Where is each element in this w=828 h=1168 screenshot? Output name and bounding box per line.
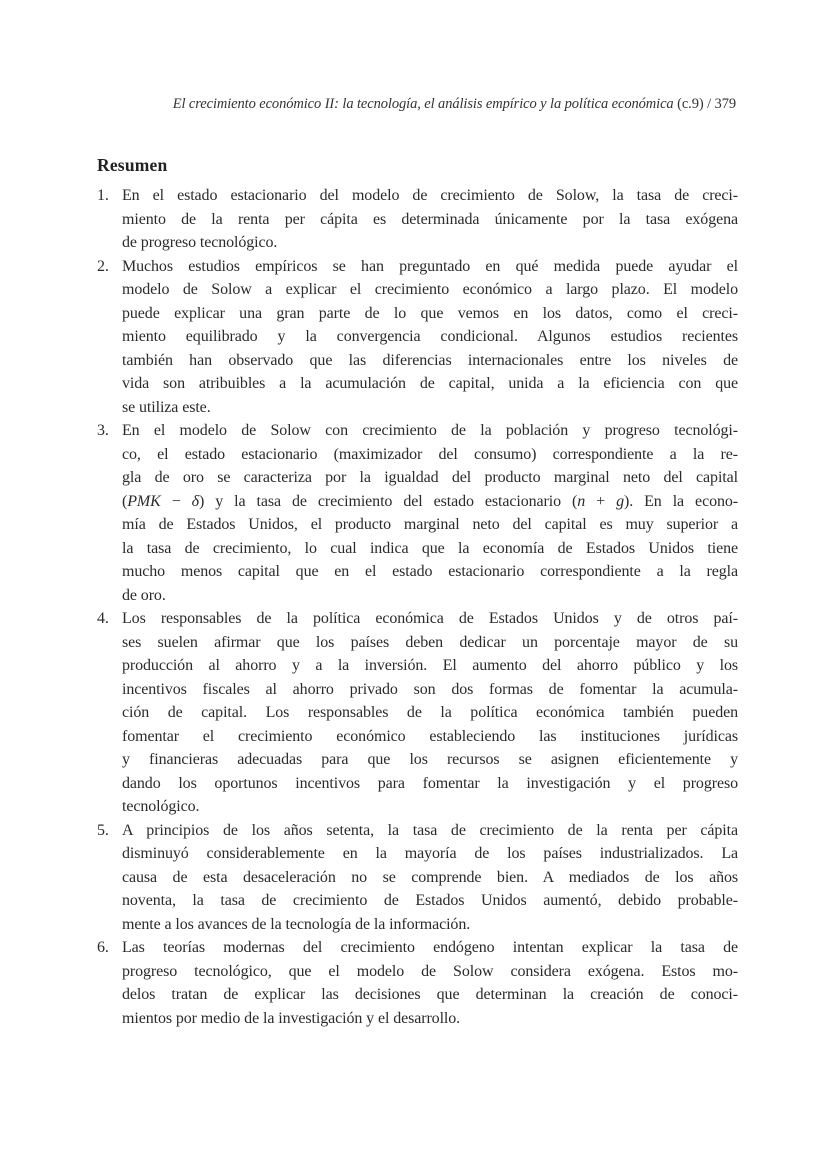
item-number: 6.	[97, 939, 109, 956]
summary-item	[97, 184, 738, 255]
section-heading: Resumen	[97, 154, 168, 175]
text-line: causa de esta desaceleración no se comprende bien. A mediados de los años	[122, 868, 738, 886]
text-line: la tasa de crecimiento, lo cual indica que la economía de Estados Unidos tiene	[122, 539, 738, 557]
item-body	[122, 184, 738, 255]
text-line: producción al ahorro y a la inversión. El aumento del ahorro público y los	[122, 657, 738, 674]
text-line: mientos por medio de la investigación y el desarrollo.	[122, 1009, 461, 1027]
text-line: ses suelen afirmar que los países deben dedicar un porcentaje mayor de su	[122, 633, 738, 651]
running-head-title: El crecimiento económico II: la tecnología, el análisis empírico y la política económica	[172, 96, 674, 112]
item-body	[122, 819, 738, 937]
text-line: gla de oro se caracteriza por la igualdad del producto marginal neto del capital	[122, 469, 738, 486]
text-line: de oro.	[122, 586, 166, 604]
item-number: 1.	[97, 187, 109, 204]
text-line: dando los oportunos incentivos para fomentar la investigación y el progreso	[122, 774, 738, 792]
text-line: de progreso tecnológico.	[122, 234, 278, 251]
text-line: vida son atribuibles a la acumulación de capital, unida a la eficiencia con que	[122, 375, 738, 392]
text-line: ción de capital. Los responsables de la política económica también pueden	[122, 704, 738, 721]
text-line: mente a los avances de la tecnología de la información.	[122, 915, 471, 933]
summary-list	[97, 184, 738, 1030]
item-number: 2.	[97, 257, 109, 275]
text-line: mucho menos capital que en el estado estacionario correspondiente a la regla	[122, 563, 738, 580]
chapter-page-ref: (c.9) / 379	[673, 96, 736, 112]
summary-item	[97, 255, 738, 420]
text-line: En el modelo de Solow con crecimiento de la población y progreso tecnológi-	[122, 422, 738, 439]
text-line: se utiliza este.	[122, 398, 211, 416]
text-line: Los responsables de la política económica de Estados Unidos y de otros paí-	[122, 610, 738, 627]
text-line: progreso tecnológico, que el modelo de Solow considera exógena. Estos mo-	[122, 962, 738, 980]
summary-item	[97, 419, 738, 607]
item-body	[122, 936, 738, 1030]
item-body	[122, 607, 738, 819]
item-body	[122, 255, 738, 420]
item-body	[122, 419, 738, 607]
text-line: incentivos fiscales al ahorro privado son dos formas de fomentar la acumula-	[122, 680, 738, 698]
summary-item	[97, 936, 738, 1030]
text-line: y financieras adecuadas para que los recursos se asignen eficientemente y	[122, 751, 738, 768]
item-number: 5.	[97, 821, 109, 839]
summary-item	[97, 819, 738, 937]
item-number: 4.	[97, 610, 109, 627]
text-line: Muchos estudios empíricos se han preguntado en qué medida puede ayudar el	[122, 257, 738, 275]
text-line: también han observado que las diferencias internacionales entre los niveles de	[122, 351, 738, 369]
text-line: Las teorías modernas del crecimiento endógeno intentan explicar la tasa de	[122, 939, 738, 956]
text-line: co, el estado estacionario (maximizador del consumo) correspondiente a la re-	[122, 445, 738, 463]
text-line: puede explicar una gran parte de lo que vemos en los datos, como el creci-	[122, 304, 738, 322]
summary-item	[97, 607, 738, 819]
text-line: A principios de los años setenta, la tasa de crecimiento de la renta per cápita	[122, 821, 738, 839]
text-line: noventa, la tasa de crecimiento de Estados Unidos aumentó, debido probable-	[122, 892, 738, 909]
text-line: miento equilibrado y la convergencia condicional. Algunos estudios recientes	[122, 328, 738, 345]
text-line: delos tratan de explicar las decisiones que determinan la creación de conoci-	[122, 986, 738, 1003]
text-line: mía de Estados Unidos, el producto marginal neto del capital es muy superior a	[122, 516, 738, 533]
text-line: fomentar el crecimiento económico estableciendo las instituciones jurídicas	[122, 727, 738, 745]
item-number: 3.	[97, 422, 109, 439]
text-line: En el estado estacionario del modelo de crecimiento de Solow, la tasa de creci-	[122, 187, 738, 204]
text-line: (PMK − δ) y la tasa de crecimiento del estado estacionario (n + g). En la econo-	[122, 492, 738, 510]
text-line: miento de la renta per cápita es determinada únicamente por la tasa exógena	[122, 210, 738, 228]
text-line: disminuyó considerablemente en la mayoría de los países industrializados. La	[122, 845, 738, 862]
running-head	[173, 96, 736, 113]
text-line: modelo de Solow a explicar el crecimiento económico a largo plazo. El modelo	[122, 281, 738, 298]
text-line: tecnológico.	[122, 798, 200, 815]
